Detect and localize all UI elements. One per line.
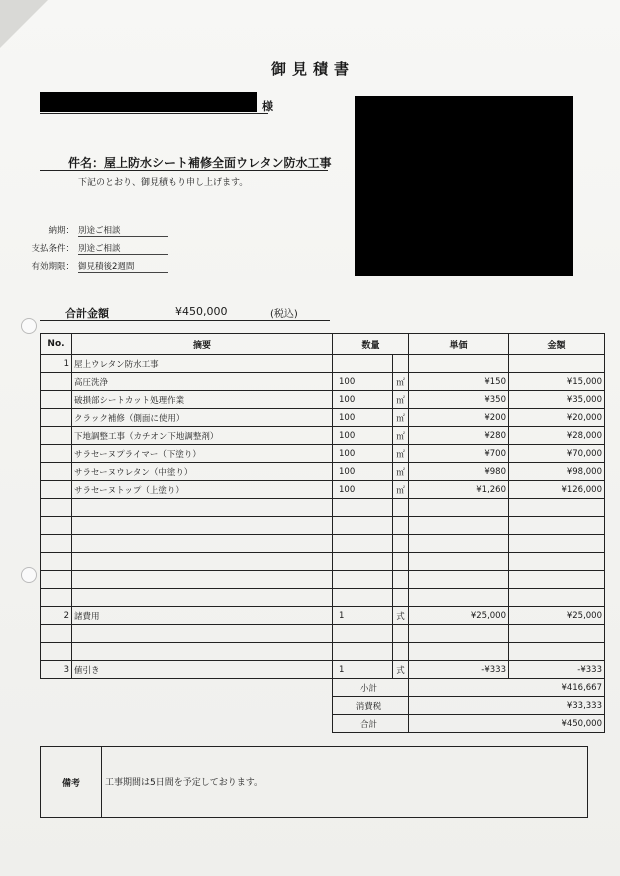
row-unit xyxy=(393,553,409,571)
row-amount xyxy=(509,625,605,643)
summary-spacer xyxy=(409,697,509,715)
row-quantity xyxy=(333,535,393,553)
row-quantity xyxy=(333,625,393,643)
row-no xyxy=(41,643,72,661)
row-unit-price xyxy=(409,589,509,607)
row-unit: ㎡ xyxy=(393,409,409,427)
table-row xyxy=(41,355,605,373)
row-unit: 式 xyxy=(393,661,409,679)
header-amount: 金額 xyxy=(509,334,605,355)
row-unit-price xyxy=(409,643,509,661)
remarks-text: 工事期間は5日間を予定しております。 xyxy=(105,778,264,788)
header-unit-price: 単価 xyxy=(409,334,509,355)
row-description: サラセーヌトップ（上塗り） xyxy=(72,481,333,499)
row-description: サラセーヌウレタン（中塗り） xyxy=(72,463,333,481)
grand-total-value: ¥450,000 xyxy=(175,305,228,318)
row-unit-price: -¥333 xyxy=(409,661,509,679)
row-description: 破損部シートカット処理作業 xyxy=(72,391,333,409)
row-no xyxy=(41,481,72,499)
row-unit-price: ¥700 xyxy=(409,445,509,463)
row-unit-price: ¥200 xyxy=(409,409,509,427)
row-no xyxy=(41,373,72,391)
table-row xyxy=(41,391,605,409)
honorific: 様 xyxy=(262,100,273,113)
header-quantity: 数量 xyxy=(333,334,409,355)
row-quantity xyxy=(333,499,393,517)
row-unit xyxy=(393,499,409,517)
table-row xyxy=(41,481,605,499)
row-unit xyxy=(393,517,409,535)
row-no xyxy=(41,391,72,409)
row-no xyxy=(41,589,72,607)
summary-label: 小計 xyxy=(333,679,409,697)
table-row xyxy=(41,463,605,481)
row-description: 下地調整工事（カチオン下地調整剤） xyxy=(72,427,333,445)
row-unit-price: ¥280 xyxy=(409,427,509,445)
punch-hole-bottom xyxy=(21,567,37,583)
row-unit-price: ¥980 xyxy=(409,463,509,481)
row-description xyxy=(72,517,333,535)
row-no xyxy=(41,463,72,481)
row-quantity: 1 xyxy=(333,607,393,625)
summary-label: 消費税 xyxy=(333,697,409,715)
row-amount: ¥28,000 xyxy=(509,427,605,445)
row-unit: ㎡ xyxy=(393,373,409,391)
validity-value: 御見積後2週間 xyxy=(78,262,135,272)
row-amount: ¥98,000 xyxy=(509,463,605,481)
row-no xyxy=(41,499,72,517)
validity-label: 有効期限： xyxy=(31,262,74,272)
row-unit xyxy=(393,589,409,607)
row-no xyxy=(41,535,72,553)
row-amount: ¥15,000 xyxy=(509,373,605,391)
row-quantity xyxy=(333,643,393,661)
table-row xyxy=(41,373,605,391)
row-description: クラック補修（側面に使用） xyxy=(72,409,333,427)
row-amount xyxy=(509,355,605,373)
grand-total-label: 合計金額 xyxy=(65,307,109,320)
row-description xyxy=(72,571,333,589)
row-description: 高圧洗浄 xyxy=(72,373,333,391)
row-amount: ¥70,000 xyxy=(509,445,605,463)
summary-row xyxy=(41,715,605,733)
row-quantity: 100 xyxy=(333,391,393,409)
row-amount xyxy=(509,499,605,517)
row-description: 屋上ウレタン防水工事 xyxy=(72,355,333,373)
row-no xyxy=(41,517,72,535)
punch-hole-top xyxy=(21,318,37,334)
summary-value: ¥33,333 xyxy=(509,697,605,715)
row-description: 値引き xyxy=(72,661,333,679)
row-quantity xyxy=(333,589,393,607)
table-row xyxy=(41,517,605,535)
row-unit-price: ¥150 xyxy=(409,373,509,391)
summary-row xyxy=(41,679,605,697)
subject: 件名：屋上防水シート補修全面ウレタン防水工事 xyxy=(68,156,332,170)
row-unit-price: ¥1,260 xyxy=(409,481,509,499)
row-unit-price xyxy=(409,355,509,373)
row-quantity xyxy=(333,517,393,535)
client-underline xyxy=(40,113,268,114)
table-row xyxy=(41,571,605,589)
row-no: 2 xyxy=(41,607,72,625)
row-quantity: 100 xyxy=(333,427,393,445)
row-no: 3 xyxy=(41,661,72,679)
row-quantity: 100 xyxy=(333,373,393,391)
table-row xyxy=(41,589,605,607)
row-unit-price xyxy=(409,553,509,571)
row-amount xyxy=(509,553,605,571)
row-quantity: 100 xyxy=(333,409,393,427)
summary-spacer xyxy=(72,715,333,733)
row-unit-price: ¥350 xyxy=(409,391,509,409)
row-unit-price xyxy=(409,517,509,535)
row-unit: ㎡ xyxy=(393,391,409,409)
table-row xyxy=(41,607,605,625)
table-row xyxy=(41,625,605,643)
row-amount xyxy=(509,571,605,589)
folded-corner xyxy=(0,0,48,48)
row-quantity: 100 xyxy=(333,463,393,481)
row-unit: ㎡ xyxy=(393,463,409,481)
row-unit: ㎡ xyxy=(393,481,409,499)
row-description: サラセーヌプライマー（下塗り） xyxy=(72,445,333,463)
subject-underline xyxy=(40,170,328,171)
redacted-company-info xyxy=(355,96,573,276)
row-amount: ¥126,000 xyxy=(509,481,605,499)
row-unit-price xyxy=(409,571,509,589)
summary-spacer xyxy=(409,715,509,733)
row-amount: ¥25,000 xyxy=(509,607,605,625)
row-description xyxy=(72,553,333,571)
row-quantity xyxy=(333,553,393,571)
row-amount xyxy=(509,535,605,553)
row-description xyxy=(72,589,333,607)
row-description xyxy=(72,535,333,553)
row-quantity: 100 xyxy=(333,445,393,463)
payment-label: 支払条件： xyxy=(31,244,74,254)
row-description: 諸費用 xyxy=(72,607,333,625)
remarks-label: 備考 xyxy=(41,747,102,817)
row-quantity: 1 xyxy=(333,661,393,679)
row-unit-price xyxy=(409,499,509,517)
summary-spacer xyxy=(72,679,333,697)
row-amount xyxy=(509,589,605,607)
row-amount: ¥35,000 xyxy=(509,391,605,409)
row-amount xyxy=(509,643,605,661)
summary-row xyxy=(41,697,605,715)
header-description: 摘要 xyxy=(72,334,333,355)
summary-spacer xyxy=(72,697,333,715)
payment-value: 別途ご相談 xyxy=(78,244,121,254)
row-quantity xyxy=(333,355,393,373)
row-unit: ㎡ xyxy=(393,427,409,445)
row-unit xyxy=(393,571,409,589)
row-unit xyxy=(393,535,409,553)
row-unit-price: ¥25,000 xyxy=(409,607,509,625)
summary-spacer xyxy=(409,679,509,697)
validity-underline xyxy=(78,272,168,273)
row-no xyxy=(41,571,72,589)
table-row xyxy=(41,409,605,427)
estimate-table xyxy=(40,333,605,733)
remarks-box xyxy=(40,746,588,818)
table-row xyxy=(41,535,605,553)
row-quantity: 100 xyxy=(333,481,393,499)
table-row xyxy=(41,643,605,661)
tax-included-note: (税込) xyxy=(270,309,298,320)
row-no xyxy=(41,427,72,445)
table-row xyxy=(41,661,605,679)
delivery-underline xyxy=(78,236,168,237)
table-row xyxy=(41,553,605,571)
row-unit: ㎡ xyxy=(393,445,409,463)
delivery-label: 納期： xyxy=(48,226,74,236)
table-row xyxy=(41,427,605,445)
table-row xyxy=(41,499,605,517)
row-unit-price xyxy=(409,535,509,553)
row-unit-price xyxy=(409,625,509,643)
header-no: No. xyxy=(41,334,72,355)
row-unit xyxy=(393,355,409,373)
summary-spacer xyxy=(41,679,72,697)
row-unit: 式 xyxy=(393,607,409,625)
row-amount: ¥20,000 xyxy=(509,409,605,427)
summary-spacer xyxy=(41,715,72,733)
payment-underline xyxy=(78,254,168,255)
delivery-value: 別途ご相談 xyxy=(78,226,121,236)
table-header-row xyxy=(41,334,605,355)
row-no xyxy=(41,553,72,571)
row-amount xyxy=(509,517,605,535)
row-unit xyxy=(393,643,409,661)
row-quantity xyxy=(333,571,393,589)
row-no xyxy=(41,409,72,427)
row-amount: -¥333 xyxy=(509,661,605,679)
row-unit xyxy=(393,625,409,643)
summary-spacer xyxy=(41,697,72,715)
summary-label: 合計 xyxy=(333,715,409,733)
row-description xyxy=(72,625,333,643)
row-no xyxy=(41,625,72,643)
greeting: 下記のとおり、御見積もり申し上げます。 xyxy=(78,178,249,188)
summary-value: ¥416,667 xyxy=(509,679,605,697)
redacted-client-name xyxy=(40,92,257,112)
row-no xyxy=(41,445,72,463)
row-description xyxy=(72,499,333,517)
summary-value: ¥450,000 xyxy=(509,715,605,733)
document-title: 御見積書 xyxy=(270,60,355,78)
row-no: 1 xyxy=(41,355,72,373)
table-row xyxy=(41,445,605,463)
total-underline xyxy=(40,320,330,321)
row-description xyxy=(72,643,333,661)
